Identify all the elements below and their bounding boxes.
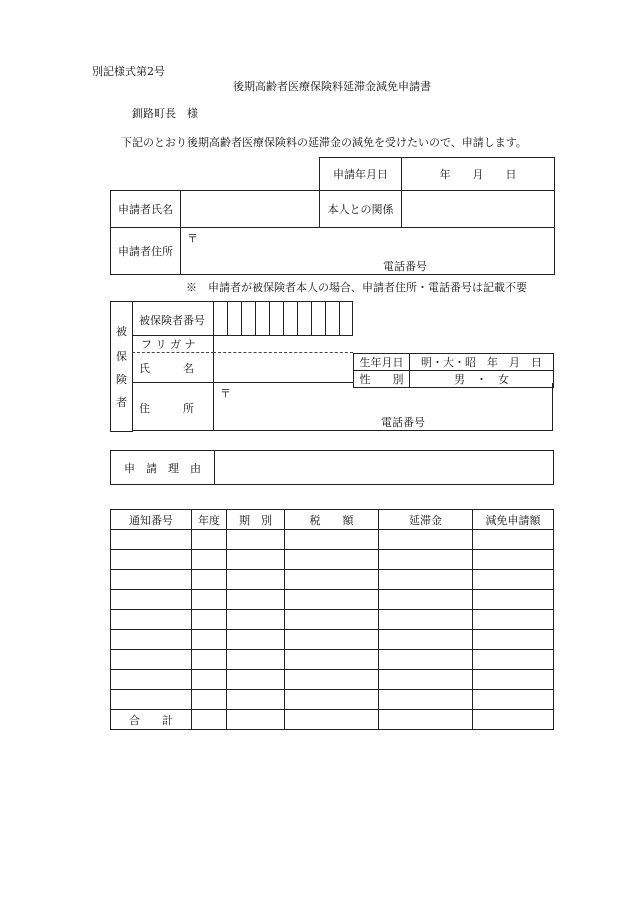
ledger-total-cell[interactable]: [285, 710, 379, 730]
ledger-cell[interactable]: [473, 570, 554, 590]
table-row: [111, 610, 554, 630]
ledger-cell[interactable]: [473, 650, 554, 670]
table-row: [111, 630, 554, 650]
ledger-cell[interactable]: [473, 590, 554, 610]
ledger-cell[interactable]: [473, 550, 554, 570]
ledger-cell[interactable]: [473, 690, 554, 710]
insured-number-label: 被保険者番号: [139, 314, 205, 327]
table-row: [111, 550, 554, 570]
ledger-cell[interactable]: [227, 570, 285, 590]
ledger-cell[interactable]: [285, 550, 379, 570]
sex-field[interactable]: 男 ・ 女: [410, 371, 554, 388]
ledger-cell[interactable]: [227, 690, 285, 710]
table-row: [111, 530, 554, 550]
ledger-cell[interactable]: [285, 690, 379, 710]
ledger-total-cell[interactable]: [379, 710, 473, 730]
insured-number-label-cell: [132, 301, 214, 336]
ledger-cell[interactable]: [227, 530, 285, 550]
ledger-total-cell[interactable]: [227, 710, 285, 730]
table-row: [111, 690, 554, 710]
ledger-total-cell[interactable]: [192, 710, 227, 730]
insured-address-label-cell: [132, 383, 214, 431]
birth-field[interactable]: 明・大・昭 年 月 日: [410, 354, 554, 371]
ledger-cell[interactable]: [111, 570, 192, 590]
ledger-header-notice-no: 通知番号: [111, 510, 192, 530]
furigana-field[interactable]: [213, 335, 353, 353]
ledger-total-label: 合 計: [111, 710, 192, 730]
application-date-table: [319, 157, 555, 191]
furigana-label-cell: [132, 335, 214, 353]
ledger-cell[interactable]: [227, 670, 285, 690]
applicant-name-label: 申請者氏名: [111, 191, 181, 228]
ledger-cell[interactable]: [227, 550, 285, 570]
addressee: 釧路町長 様: [132, 107, 198, 120]
insured-address-label: 住 所: [139, 402, 194, 415]
applicant-postal-mark: 〒: [187, 232, 198, 245]
ledger-cell[interactable]: [285, 530, 379, 550]
ledger-cell[interactable]: [285, 650, 379, 670]
table-row: [111, 670, 554, 690]
ledger-cell[interactable]: [379, 590, 473, 610]
insured-side-char-1: 被: [116, 325, 127, 338]
insured-postal-mark: 〒: [220, 387, 231, 400]
insured-section: [110, 301, 553, 431]
ledger-cell[interactable]: [285, 670, 379, 690]
ledger-cell[interactable]: [192, 590, 227, 610]
relation-field[interactable]: [402, 191, 555, 228]
table-row: [111, 650, 554, 670]
ledger-cell[interactable]: [379, 570, 473, 590]
ledger-cell[interactable]: [285, 630, 379, 650]
ledger-cell[interactable]: [192, 630, 227, 650]
relation-label: 本人との関係: [320, 191, 402, 228]
ledger-cell[interactable]: [192, 550, 227, 570]
applicant-address-field[interactable]: [181, 228, 555, 275]
ledger-cell[interactable]: [192, 670, 227, 690]
intro-text: 下記のとおり後期高齢者医療保険料の延滞金の減免を受けたいので、申請します。: [121, 136, 527, 149]
ledger-cell[interactable]: [111, 530, 192, 550]
ledger-cell[interactable]: [227, 630, 285, 650]
ledger-cell[interactable]: [379, 670, 473, 690]
ledger-cell[interactable]: [285, 610, 379, 630]
birth-label: 生年月日: [354, 354, 410, 371]
ledger-cell[interactable]: [379, 530, 473, 550]
ledger-cell[interactable]: [227, 610, 285, 630]
ledger-cell[interactable]: [227, 650, 285, 670]
insured-name-label-cell: [132, 353, 214, 383]
ledger-cell[interactable]: [192, 650, 227, 670]
sex-label: 性 別: [354, 371, 410, 388]
insured-phone-label: 電話番号: [381, 416, 425, 429]
ledger-cell[interactable]: [379, 690, 473, 710]
insured-side-char-3: 険: [116, 373, 127, 386]
ledger-cell[interactable]: [192, 610, 227, 630]
ledger-cell[interactable]: [192, 530, 227, 550]
reason-table: [110, 450, 554, 485]
page-title: 後期高齢者医療保険料延滞金減免申請書: [233, 80, 431, 93]
insured-number-boxes[interactable]: [213, 301, 353, 336]
reason-field[interactable]: [215, 451, 554, 485]
ledger-header-reduction: 減免申請額: [473, 510, 554, 530]
ledger-header-year: 年度: [192, 510, 227, 530]
applicant-phone-label: 電話番号: [383, 260, 427, 273]
ledger-cell[interactable]: [379, 630, 473, 650]
applicant-note: ※ 申請者が被保険者本人の場合、申請者住所・電話番号は記載不要: [186, 281, 527, 294]
insured-side-char-2: 保: [116, 350, 127, 363]
ledger-cell[interactable]: [379, 550, 473, 570]
ledger-cell[interactable]: [473, 610, 554, 630]
insured-side-char-4: 者: [116, 396, 127, 409]
ledger-cell[interactable]: [192, 570, 227, 590]
ledger-header-late-fee: 延滞金: [379, 510, 473, 530]
ledger-body: [111, 530, 554, 710]
ledger-cell[interactable]: [192, 690, 227, 710]
ledger-cell[interactable]: [111, 630, 192, 650]
table-row: [111, 570, 554, 590]
ledger-table: [110, 509, 554, 730]
ledger-cell[interactable]: [227, 590, 285, 610]
insured-address-field[interactable]: [213, 383, 553, 431]
ledger-cell[interactable]: [111, 690, 192, 710]
applicant-address-label: 申請者住所: [111, 228, 181, 275]
insured-side-column: [110, 301, 133, 432]
date-label: 申請年月日: [320, 158, 402, 191]
ledger-cell[interactable]: [111, 550, 192, 570]
table-row: [111, 590, 554, 610]
ledger-header-tax: 税 額: [285, 510, 379, 530]
ledger-header-period: 期 別: [227, 510, 285, 530]
form-number: 別記様式第2号: [92, 65, 165, 78]
ledger-cell[interactable]: [473, 670, 554, 690]
ledger-cell[interactable]: [379, 650, 473, 670]
ledger-cell[interactable]: [111, 590, 192, 610]
date-field[interactable]: 年 月 日: [402, 158, 555, 191]
insured-name-field[interactable]: [213, 353, 353, 383]
insured-name-label: 氏 名: [139, 362, 194, 375]
ledger-cell[interactable]: [285, 570, 379, 590]
ledger-cell[interactable]: [111, 670, 192, 690]
ledger-cell[interactable]: [379, 610, 473, 630]
applicant-table: [110, 190, 555, 275]
reason-label: 申 請 理 由: [111, 451, 215, 485]
furigana-label: フ リ ガ ナ: [141, 338, 196, 351]
ledger-cell[interactable]: [473, 630, 554, 650]
ledger-cell[interactable]: [473, 530, 554, 550]
ledger-cell[interactable]: [111, 650, 192, 670]
ledger-total-cell[interactable]: [473, 710, 554, 730]
ledger-cell[interactable]: [285, 590, 379, 610]
applicant-name-field[interactable]: [181, 191, 320, 228]
ledger-cell[interactable]: [111, 610, 192, 630]
